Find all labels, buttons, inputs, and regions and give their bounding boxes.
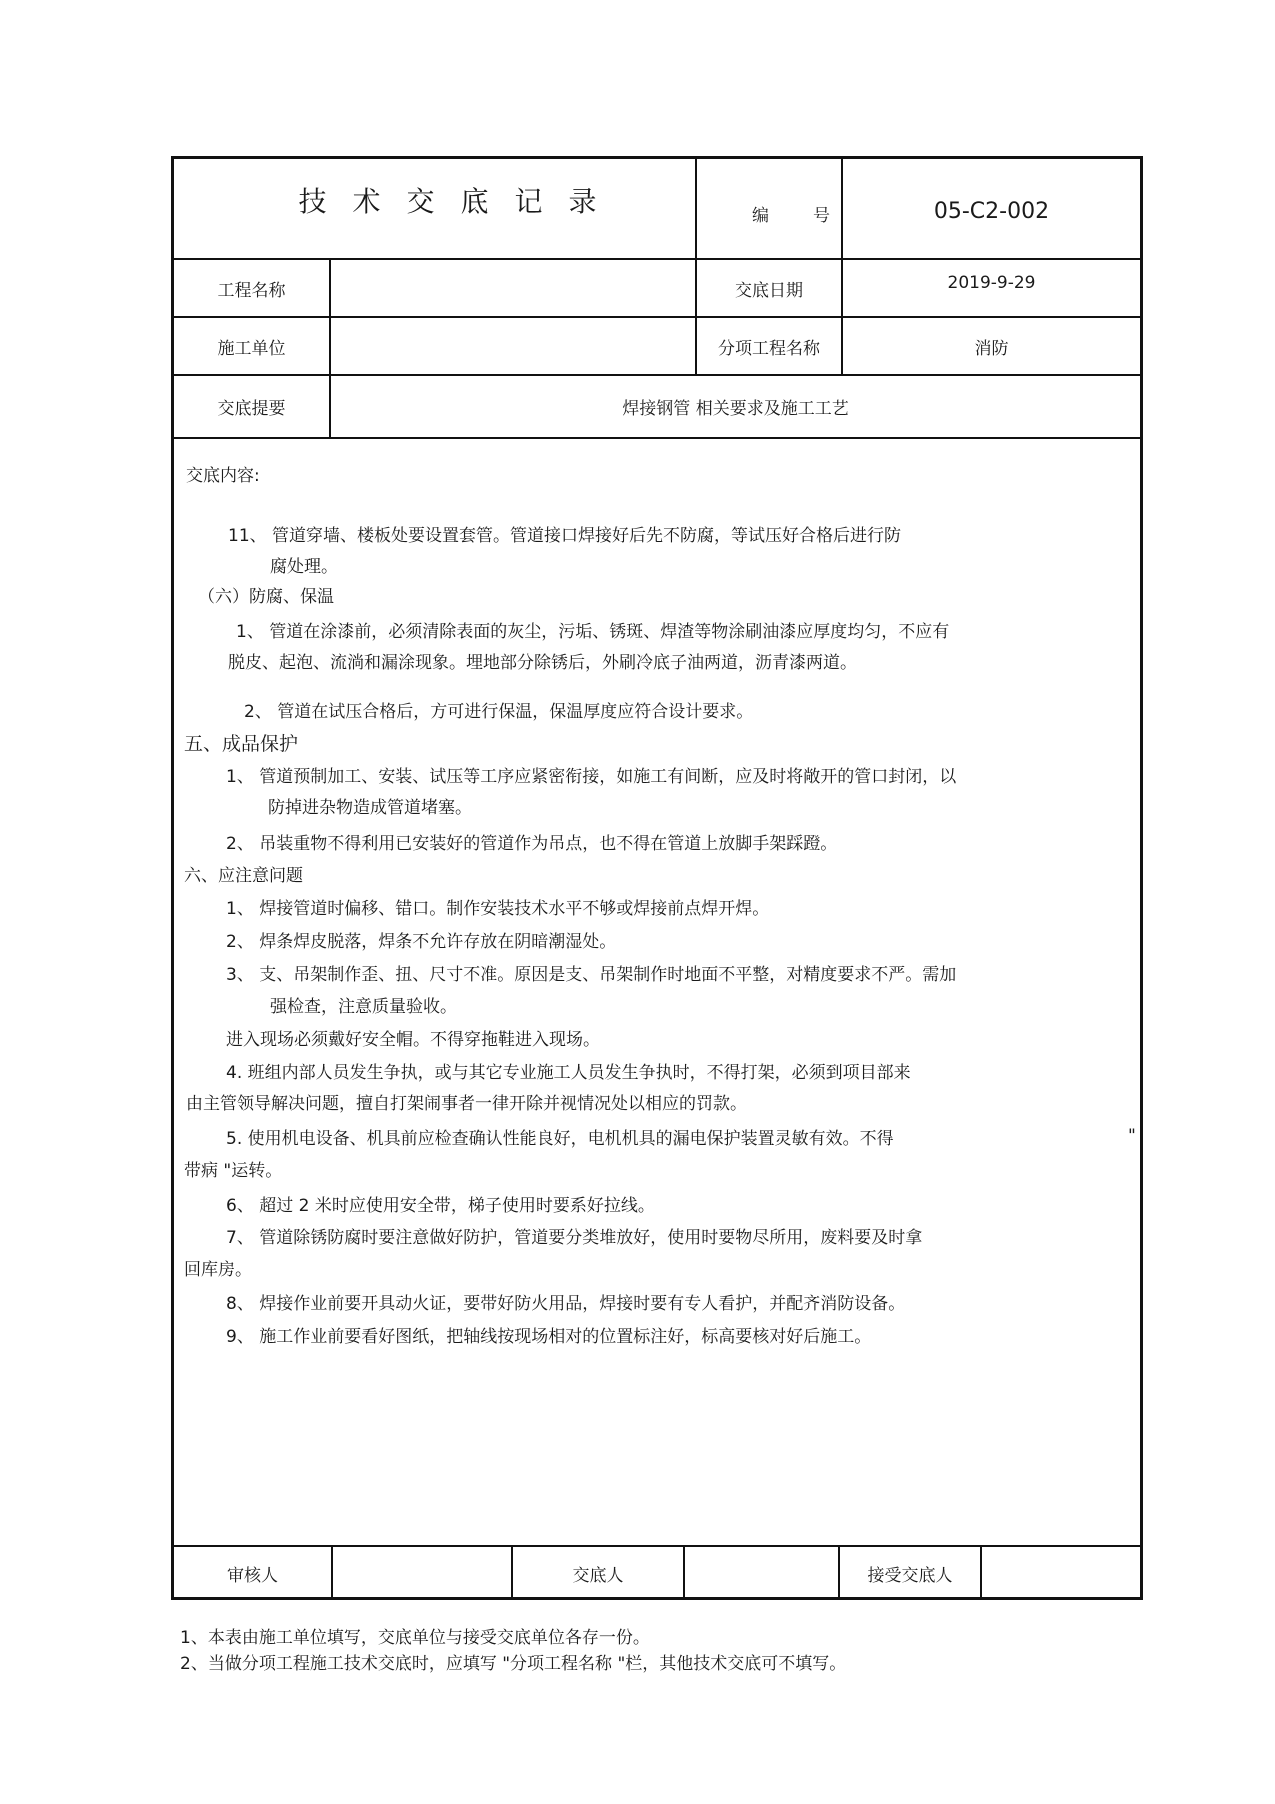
project-name-label: 工程名称 xyxy=(217,280,286,301)
content-line: 强检查，注意质量验收。 xyxy=(270,997,457,1017)
unit-value xyxy=(331,318,695,374)
content-line: 五、成品保护 xyxy=(184,733,299,755)
content-line: 11、 管道穿墙、楼板处要设置套管。管道接口焊接好后先不防腐，等试压好合格后进行防 xyxy=(228,526,902,546)
content-line: 6、 超过 2 米时应使用安全带，梯子使用时要系好拉线。 xyxy=(226,1196,655,1216)
footnote: 2、当做分项工程施工技术交底时，应填写 "分项工程名称 "栏，其他技术交底可不填写。 xyxy=(180,1654,847,1674)
content-line: 1、 管道预制加工、安装、试压等工序应紧密衔接，如施工有间断，应及时将敞开的管口封闭，以 xyxy=(226,767,957,787)
date-label: 交底日期 xyxy=(735,280,803,301)
content-line: 1、 管道在涂漆前，必须清除表面的灰尘，污垢、锈斑、焊渣等物涂刷油漆应厚度均匀，不应有 xyxy=(236,622,950,642)
content-line: 9、 施工作业前要看好图纸，把轴线按现场相对的位置标注好，标高要核对好后施工。 xyxy=(226,1327,872,1347)
footnote: 1、本表由施工单位填写，交底单位与接受交底单位各存一份。 xyxy=(180,1628,650,1648)
content-line: 防掉进杂物造成管道堵塞。 xyxy=(268,798,472,818)
content-line: 2、 管道在试压合格后，方可进行保温，保温厚度应符合设计要求。 xyxy=(244,702,754,722)
content-line: 4. 班组内部人员发生争执，或与其它专业施工人员发生争执时，不得打架，必须到项目部来 xyxy=(226,1063,911,1083)
content-line: 带病 "运转。 xyxy=(184,1161,283,1181)
number-label: 编号 xyxy=(752,206,874,226)
project-name-value xyxy=(331,260,695,316)
content-line: 脱皮、起泡、流淌和漏涂现象。埋地部分除锈后，外刷冷底子油两道，沥青漆两道。 xyxy=(228,653,857,673)
date-value: 2019-9-29 xyxy=(947,273,1036,293)
row-divider xyxy=(174,437,1140,439)
form-title: 技术交底记录 xyxy=(298,185,623,218)
record-form xyxy=(171,156,1143,1600)
content-line: 3、 支、吊架制作歪、扭、尺寸不准。原因是支、吊架制作时地面不平整，对精度要求不严。需加 xyxy=(226,965,957,985)
subproject-label: 分项工程名称 xyxy=(718,338,820,359)
content-line: 2、 吊装重物不得利用已安装好的管道作为吊点，也不得在管道上放脚手架踩蹬。 xyxy=(226,834,838,854)
summary-label: 交底提要 xyxy=(217,399,286,419)
subproject-value: 消防 xyxy=(974,338,1009,359)
content-line: " xyxy=(1128,1126,1136,1146)
content-line: 7、 管道除锈防腐时要注意做好防护，管道要分类堆放好，使用时要物尽所用，废料要及时拿 xyxy=(226,1228,923,1248)
content-heading: 交底内容: xyxy=(186,466,260,486)
content-line: 由主管领导解决问题，擅自打架闹事者一律开除并视情况处以相应的罚款。 xyxy=(186,1094,747,1114)
content-line: 1、 焊接管道时偏移、错口。制作安装技术水平不够或焊接前点焊开焊。 xyxy=(226,899,770,919)
reviewer-label: 审核人 xyxy=(227,1566,278,1586)
content-line: 8、 焊接作业前要开具动火证，要带好防火用品，焊接时要有专人看护，并配齐消防设备。 xyxy=(226,1294,906,1314)
discloser-label: 交底人 xyxy=(572,1566,624,1586)
content-line: 腐处理。 xyxy=(270,557,338,577)
summary-value: 焊接钢管 相关要求及施工工艺 xyxy=(622,399,849,419)
content-line: （六）防腐、保温 xyxy=(198,587,334,607)
unit-label: 施工单位 xyxy=(217,338,286,359)
content-line: 六、应注意问题 xyxy=(184,866,303,886)
receiver-value xyxy=(982,1547,1140,1600)
reviewer-value xyxy=(333,1547,511,1600)
content-line: 回库房。 xyxy=(184,1260,252,1280)
content-line: 2、 焊条焊皮脱落，焊条不允许存放在阴暗潮湿处。 xyxy=(226,932,617,952)
content-line: 5. 使用机电设备、机具前应检查确认性能良好，电机机具的漏电保护装置灵敏有效。不得 xyxy=(226,1129,894,1149)
discloser-value xyxy=(685,1547,838,1600)
receiver-label: 接受交底人 xyxy=(867,1566,953,1586)
content-line: 进入现场必须戴好安全帽。不得穿拖鞋进入现场。 xyxy=(226,1030,600,1050)
number-value: 05-C2-002 xyxy=(933,199,1050,224)
